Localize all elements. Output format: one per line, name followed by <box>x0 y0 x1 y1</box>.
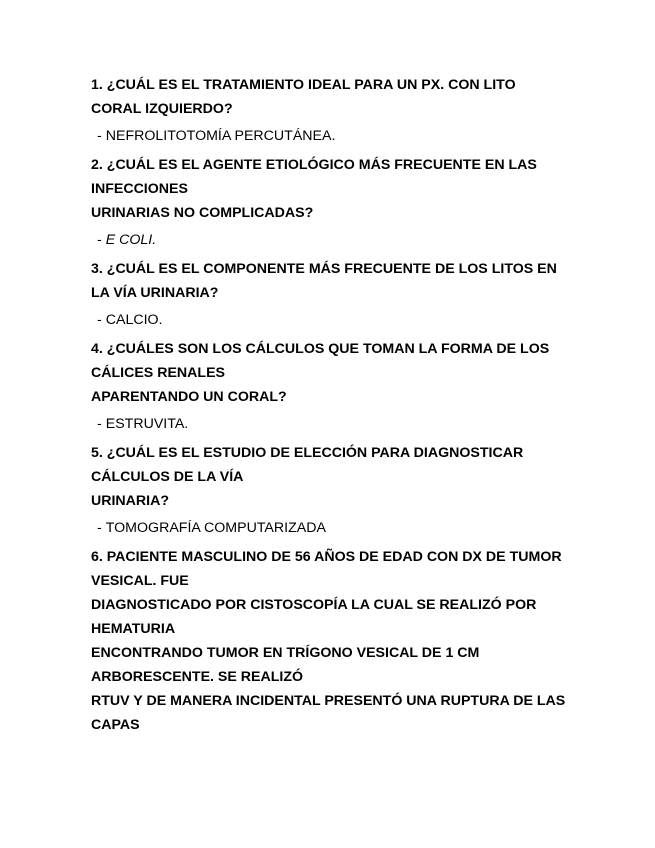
answer-5 <box>97 519 571 537</box>
answer-2 <box>97 231 571 249</box>
question-2-line-1: 2. ¿CUÁL ES EL AGENTE ETIOLÓGICO MÁS FRECUENTE EN LAS <box>91 157 537 173</box>
question-list <box>91 73 571 737</box>
answer-5-text: TOMOGRAFÍA COMPUTARIZADA <box>105 520 326 536</box>
answer-bullet: - <box>97 416 102 432</box>
answer-1-text: NEFROLITOTOMÍA PERCUTÁNEA. <box>105 128 336 144</box>
answer-3-text: CALCIO. <box>105 312 163 328</box>
question-5-line-1: 5. ¿CUÁL ES EL ESTUDIO DE ELECCIÓN PARA DIAGNOSTICAR <box>91 445 524 461</box>
question-6-line-5: ENCONTRANDO TUMOR EN TRÍGONO VESICAL DE 1 CM <box>91 645 480 661</box>
question-3 <box>91 257 571 305</box>
question-5 <box>91 441 571 513</box>
answer-bullet: - <box>97 312 102 328</box>
question-3-line-2: LA VÍA URINARIA? <box>91 285 219 301</box>
answer-2-text: E COLI. <box>105 232 157 248</box>
question-2-line-3: URINARIAS NO COMPLICADAS? <box>91 205 314 221</box>
question-6 <box>91 545 571 737</box>
question-6-line-6: ARBORESCENTE. SE REALIZÓ <box>91 669 304 685</box>
answer-bullet: - <box>97 520 102 536</box>
question-1 <box>91 73 571 121</box>
question-4 <box>91 337 571 409</box>
question-6-line-8: CAPAS <box>91 717 140 733</box>
question-4-line-3: APARENTANDO UN CORAL? <box>91 389 287 405</box>
answer-3 <box>97 311 571 329</box>
question-2 <box>91 153 571 225</box>
question-4-line-2: CÁLICES RENALES <box>91 365 226 381</box>
question-6-line-2: VESICAL. FUE <box>91 573 189 589</box>
answer-bullet: - <box>97 232 102 248</box>
answer-4 <box>97 415 571 433</box>
question-5-line-3: URINARIA? <box>91 493 170 509</box>
question-3-line-1: 3. ¿CUÁL ES EL COMPONENTE MÁS FRECUENTE DE LOS LITOS EN <box>91 261 557 277</box>
question-6-line-4: HEMATURIA <box>91 621 176 637</box>
question-1-line-2: CORAL IZQUIERDO? <box>91 101 233 117</box>
question-6-line-3: DIAGNOSTICADO POR CISTOSCOPÍA LA CUAL SE REALIZÓ POR <box>91 597 537 613</box>
question-1-line-1: 1. ¿CUÁL ES EL TRATAMIENTO IDEAL PARA UN PX. CON LITO <box>91 77 516 93</box>
question-6-line-1: 6. PACIENTE MASCULINO DE 56 AÑOS DE EDAD CON DX DE TUMOR <box>91 549 562 565</box>
question-6-line-7: RTUV Y DE MANERA INCIDENTAL PRESENTÓ UNA RUPTURA DE LAS <box>91 693 566 709</box>
question-2-line-2: INFECCIONES <box>91 181 188 197</box>
question-4-line-1: 4. ¿CUÁLES SON LOS CÁLCULOS QUE TOMAN LA FORMA DE LOS <box>91 341 550 357</box>
answer-4-text: ESTRUVITA. <box>105 416 189 432</box>
answer-1 <box>97 127 571 145</box>
answer-bullet: - <box>97 128 102 144</box>
question-5-line-2: CÁLCULOS DE LA VÍA <box>91 469 244 485</box>
